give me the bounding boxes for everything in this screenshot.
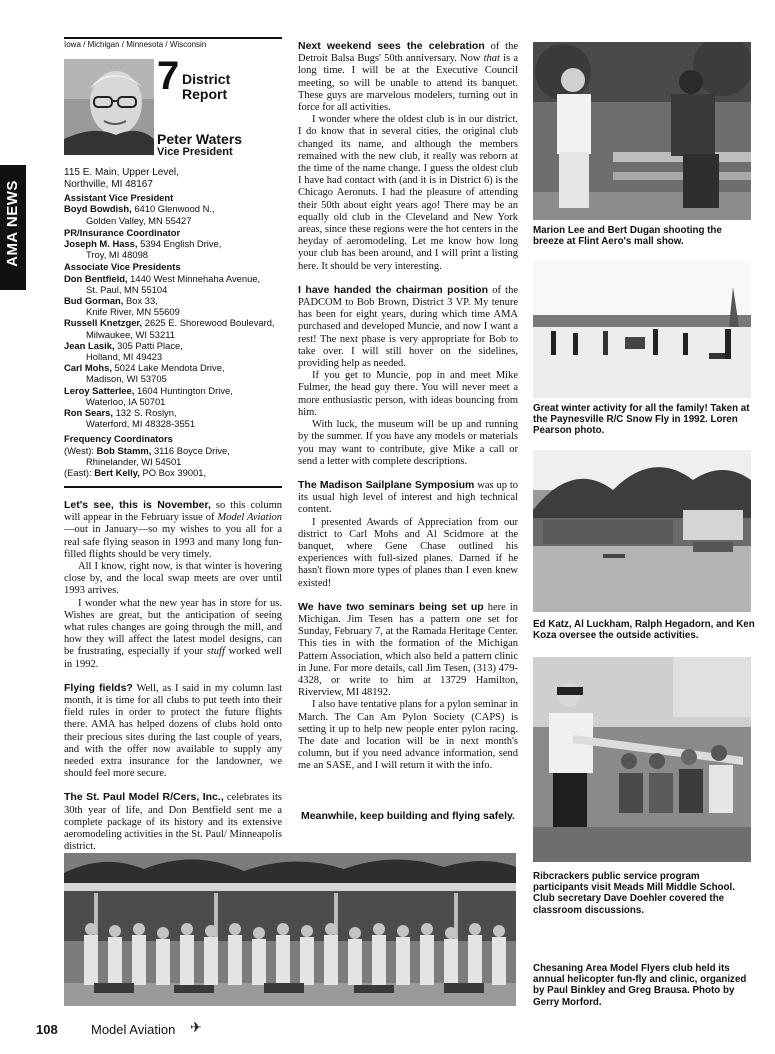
states-line: Iowa / Michigan / Minnesota / Wisconsin [64, 40, 207, 49]
caption-4: Ribcrackers public service program participants visit Meads Mill Middle School. Club secretary Dave Doehler covered the classroom discussions. [533, 871, 735, 916]
vp-name: Peter Waters [157, 131, 243, 147]
photo-classroom [533, 657, 751, 862]
paragraph: The St. Paul Model R/Cers, Inc., celebrates its 30th year of life, and Don Bentfield sent me a complete package of its history and its extensive aeromodeling activities in the St. Paul/ Minneapolis district. [64, 791, 283, 853]
paragraph: Next weekend sees the celebration of the Detroit Balsa Bugs' 50th anniversary. Now that is a long time. I will be at the Executive Council meeting, so will be unable to attend its banquet. These guys are marvelous modelers, turning out in force for all activities. [298, 40, 518, 114]
paragraph: The Madison Sailplane Symposium was up to its usual high level of interest and high technical content. [298, 478, 518, 516]
contact-entry: Carl Mohs, 5024 Lake Mendota Drive, [64, 362, 225, 374]
asst-vp-label: Assistant Vice President [64, 192, 174, 204]
paragraph: All I know, right now, is that winter is hovering close by, and the local swap meets are over until 1993 arrives. [64, 561, 282, 597]
contact-entry: Jean Lasik, 305 Patti Place, [64, 339, 183, 351]
paragraph: Let's see, this is November, so this column will appear in the February issue of Model Aviation—out in January—so my wishes to you all for a real safe flying season in 1993 and many long fun-filled flights should be very timely. [64, 499, 282, 560]
assoc-vp-label: Associate Vice Presidents [64, 261, 181, 273]
contact-entry: Joseph M. Hass, 5394 English Drive, [64, 238, 222, 249]
photo-snow-fly [533, 261, 751, 398]
contacts-rule [64, 486, 282, 488]
photo-outside-activities [533, 450, 751, 612]
vp-title: Vice President [157, 146, 233, 158]
district-number: 7 [157, 54, 180, 98]
photo-mall-show [533, 42, 751, 220]
photo-helicopter-fun-fly [64, 853, 516, 1006]
caption-3: Ed Katz, Al Luckham, Ralph Hegadorn, and Ken Koza oversee the outside activities. [533, 619, 755, 642]
paragraph: I wonder where the oldest club is in our district. I do know that in several cities, the original club changed its name, and although the members remained with the new club, it really was reborn at the time of the name change. I guess the oldest club I have had contact with (and it is in District 6) is the Chicago Aeronuts. I had the pleasure of attending their 50th about eight years ago! There may be an equally old club in the Cleveland and New York areas, since these regions were the hot centers in the heyday of aeromodeling. Let me know how long your club has been around, and I will print a listing here. It should be very interesting. [298, 114, 518, 272]
caption-1: Marion Lee and Bert Dugan shooting the breeze at Flint Aero's mall show. [533, 225, 722, 248]
caption-2: Great winter activity for all the family! Taken at the Paynesville R/C Snow Fly in 1992. Loren Pearson photo. [533, 403, 750, 437]
district-label: District Report [182, 71, 231, 102]
contact-entry: Boyd Bowdish, 6410 Glenwood N., [64, 203, 215, 215]
contact-entry: Russell Knetzger, 2625 E. Shorewood Boulevard, [64, 317, 275, 329]
paragraph: I also have tentative plans for a pylon seminar in March. The Can Am Pylon Society (CAPS) is setting it up to help new people enter pylon racing. The date and location will be in next month's column, but if you need advance information, send me an SASE, and I will return it with the info. [298, 699, 518, 772]
vp-address: 115 E. Main, Upper Level, Northville, MI 48167 [64, 167, 179, 190]
contact-entry: (East): Bert Kelly, PO Box 39001, [64, 467, 207, 479]
contact-entry: Bud Gorman, Box 33, [64, 295, 158, 307]
magazine-name: Model Aviation [91, 1022, 176, 1037]
vp-portrait-photo [64, 59, 154, 155]
header-rule [64, 37, 282, 39]
caption-5: Chesaning Area Model Flyers club held its annual helicopter fun-fly and clinic, organized by Paul Binkley and Greg Brausa. Photo by Gerry Morford. [533, 963, 747, 1008]
freq-label: Frequency Coordinators [64, 433, 173, 445]
paragraph: I presented Awards of Appreciation from our district to Carl Mohs and Al Scidmore at the banquet, where Gene Chase outlined his experiences with full-sized planes. Darned if he hasn't flown more types of planes than I even knew existed! [298, 516, 518, 589]
article-column-2 [298, 40, 518, 773]
contact-entry: (West): Bob Stamm, 3116 Boyce Drive, [64, 444, 230, 456]
paragraph: We have two seminars being set up here in Michigan. Jim Tesen has a pattern one set for Sunday, February 7, at the Ramada Heritage Center. This ties in with the formation of the Michigan Pattern Association, which also held a pattern clinic in June. For more details, call Jim Tesen, (313) 479-4328, or write to him at 13729 Hamilton, Riverview, MI 48192. [298, 600, 518, 699]
section-tab-label: AMA NEWS [4, 180, 21, 267]
paragraph: I have handed the chairman position of the PADCOM to Bob Brown, District 3 VP. My tenure has been for eight years, during which time AMA purchased and developed Muncie, and now I want a rest! The next phase is very appropriate for Bob to take over. I will still hover on the sidelines, providing help as needed. [298, 283, 518, 370]
paragraph: With luck, the museum will be up and running by the summer. If you have any models or materials you may want to contribute, give Mike a call or send a letter with complete descriptions. [298, 419, 518, 467]
section-tab [0, 165, 26, 290]
contact-entry: Ron Sears, 132 S. Roslyn, [64, 407, 177, 419]
signoff: Meanwhile, keep building and flying safely. [301, 810, 515, 822]
contact-list: 115 E. Main, Upper Level, Northville, MI 48167 Assistant Vice President Boyd Bowdish, 6410 Glenwood N., Golden Valley, MN 55427 PR/Insurance Coordinator Joseph M. Hass, 5394 English Drive, Troy, MI 48098 Associate Vice Presidents Don Bentfield, 1440 West Minnehaha Avenue, St. Paul, MN 55104 Bud Gorman, Box 33, Knife River, MN 55609 Russell Knetzger, 2625 E. Shorewood Boulevard, Milwaukee, WI 53211 Jean Lasik, 305 Patti Place, Holland, MI 49423 Carl Mohs, 5024 Lake Mendota Drive, Madison, WI 53705 Leroy Satterlee, 1604 Huntington Drive, Waterloo, IA 50701 Ron Sears, 132 S. Roslyn, Waterford, MI 48328-3551 Frequency Coordinators (West): Bob Stamm, 3116 Boyce Drive, Rhinelander, WI 54501 (East): Bert Kelly, PO Box 39001, [64, 167, 286, 478]
pr-label: PR/Insurance Coordinator [64, 226, 181, 238]
paragraph: If you get to Muncie, pop in and meet Mike Fulmer, the head guy there. You will never meet a more enthusiastic person, with ideas bouncing from him. [298, 370, 518, 418]
article-column-1 [64, 499, 282, 853]
contact-entry: Don Bentfield, 1440 West Minnehaha Avenue, [64, 272, 261, 284]
contact-entry: Leroy Satterlee, 1604 Huntington Drive, [64, 384, 233, 396]
paragraph: Flying fields? Well, as I said in my column last month, it is time for all clubs to put teeth into their field rules in order to protect the future flights there. AMA has helped dozens of clubs hold onto their precious sites during the last couple of years, and with the offer now available to supply any needed extra insurance for the landowner, we should feel more secure. [64, 681, 282, 780]
page-number: 108 [36, 1022, 58, 1037]
paragraph: I wonder what the new year has in store for us. Wishes are great, but the anticipation of seeing what rules changes are going through the mill, and how they will affect the latest model designs, can be frustrating, especially if your stuff worked well in 1992. [64, 597, 282, 670]
airplane-icon: ✈ [190, 1020, 202, 1036]
